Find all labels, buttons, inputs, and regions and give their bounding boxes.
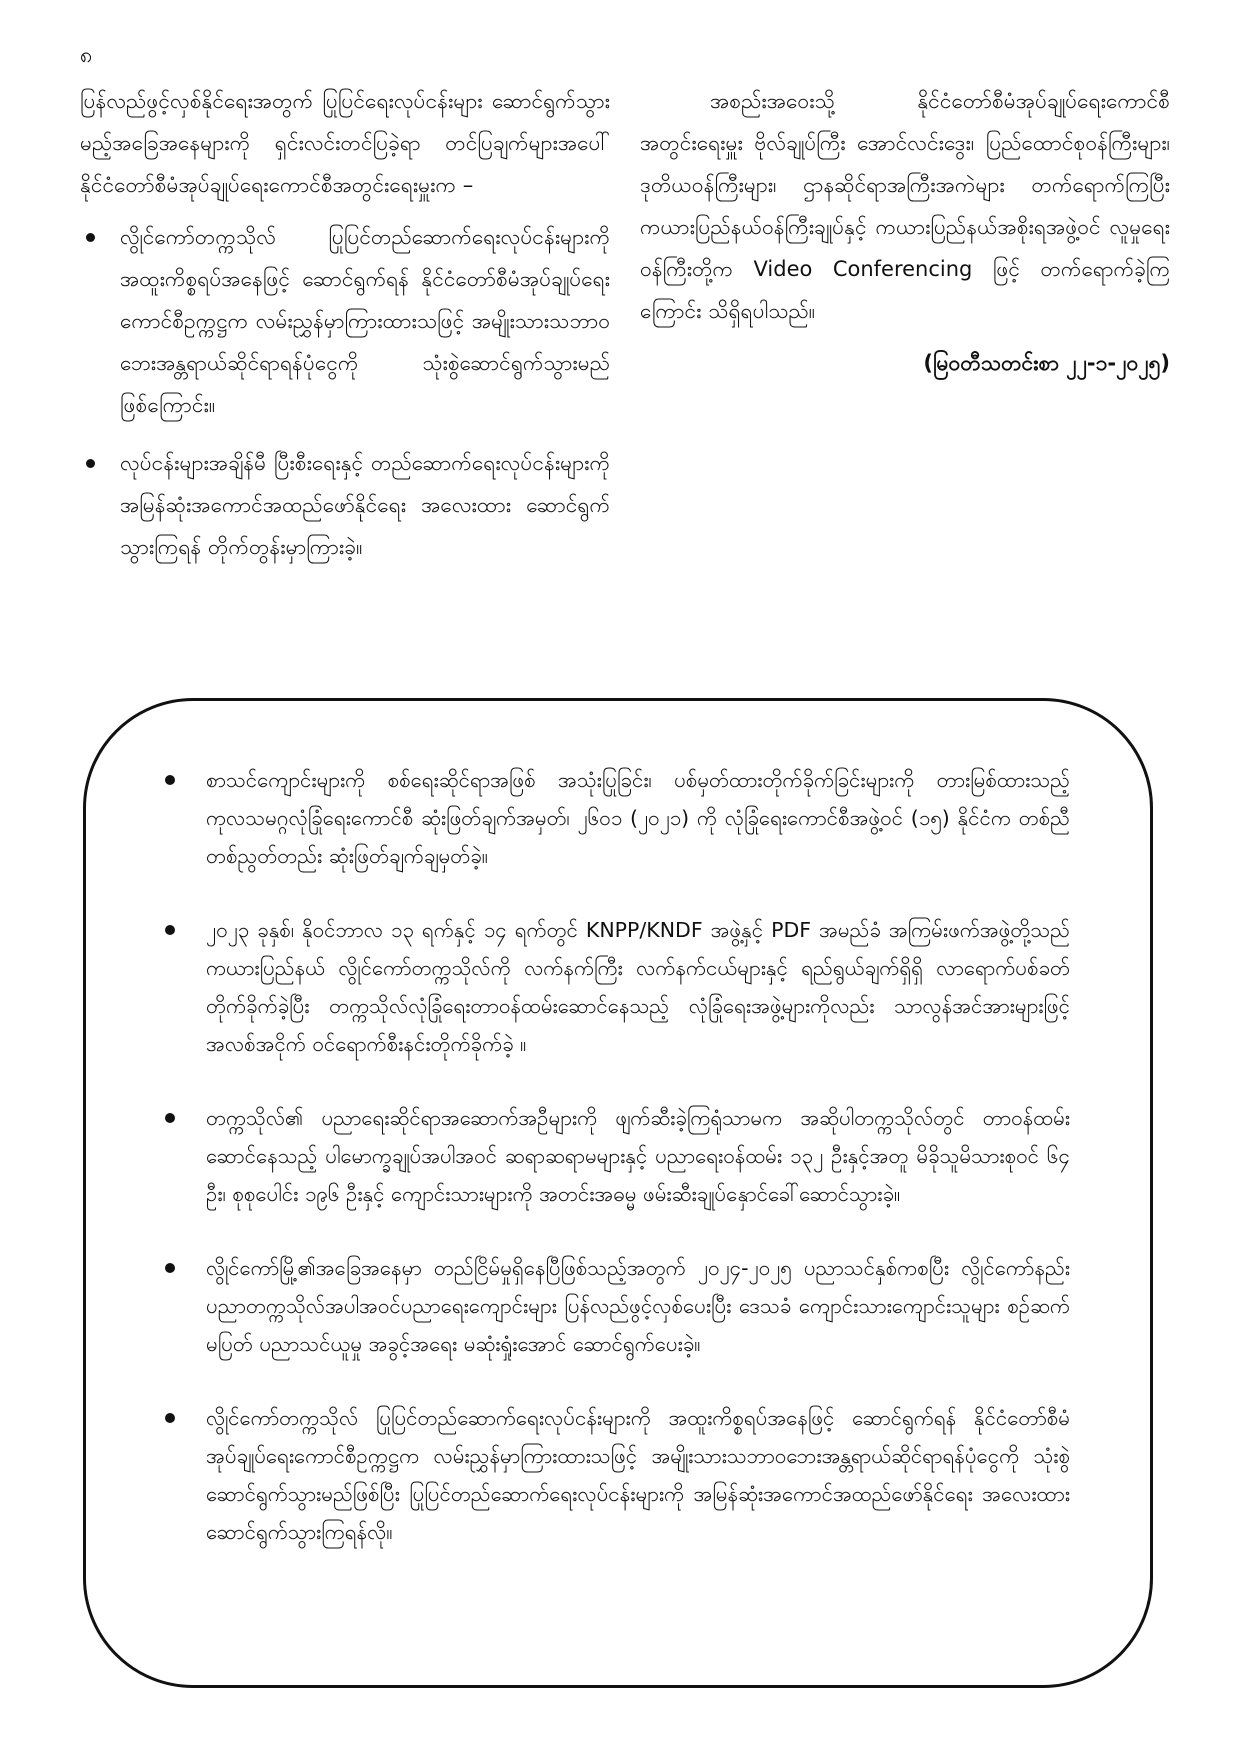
bullet-icon bbox=[86, 459, 95, 468]
page-number: ၈ bbox=[80, 43, 93, 68]
intro-paragraph: ပြန်လည်ဖွင့်လှစ်နိုင်ရေးအတွက် ပြုပြင်ရေးလုပ်ငန်းများ ဆောင်ရွက်သွားမည့်အခြေအနေများကို ရှင်းလင်းတင်ပြခဲ့ရာ တင်ပြချက်များအပေါ် နိုင်ငံတော်စီမံအုပ်ချုပ်ရေးကောင်စီအတွင်းရေးမှူးက – bbox=[80, 89, 610, 197]
summary-list bbox=[86, 701, 1150, 1551]
list-item bbox=[161, 911, 1070, 1063]
list-item bbox=[161, 1099, 1070, 1213]
bullet-icon bbox=[165, 1263, 175, 1273]
bullet-icon bbox=[165, 775, 175, 785]
bullet-icon bbox=[165, 1113, 175, 1123]
list-item-text: လုပ်ငန်းများအချိန်မီ ပြီးစီးရေးနှင့် တည်ဆောက်ရေးလုပ်ငန်းများကို အမြန်ဆုံးအကောင်အထည်ဖော်နိုင်ရေး အလေးထား ဆောင်ရွက်သွားကြရန် တိုက်တွန်းမှာကြားခဲ့။ bbox=[120, 451, 610, 559]
list-item-text: စာသင်ကျောင်းများကို စစ်ရေးဆိုင်ရာအဖြစ် အသုံးပြုခြင်း၊ ပစ်မှတ်ထားတိုက်ခိုက်ခြင်းများကို တားမြစ်ထားသည့် ကုလသမဂ္ဂလုံခြုံရေးကောင်စီ ဆုံးဖြတ်ချက်အမှတ်၊ ၂၆၀၁ (၂၀၂၁) ကို လုံခြုံရေးကောင်စီအဖွဲ့ဝင် (၁၅) နိုင်ငံက တစ်ညီတစ်ညွတ်တည်း ဆုံးဖြတ်ချက်ချမှတ်ခဲ့။ bbox=[206, 768, 1070, 868]
left-column bbox=[80, 80, 610, 584]
attendance-paragraph: အစည်းအဝေးသို့ နိုင်ငံတော်စီမံအုပ်ချုပ်ရေးကောင်စီ အတွင်းရေးမှူး ဗိုလ်ချုပ်ကြီး အောင်လင်းဒွေး၊ ပြည်ထောင်စုဝန်ကြီးများ၊ ဒုတိယဝန်ကြီးများ၊ ဌာနဆိုင်ရာအကြီးအကဲများ တက်ရောက်ကြပြီး ကယားပြည်နယ်ဝန်ကြီးချုပ်နှင့် ကယားပြည်နယ်အစိုးရအဖွဲ့ဝင် လူမှုရေးဝန်ကြီးတို့က Video Conferencing ဖြင့် တက်ရောက်ခဲ့ကြကြောင်း သိရှိရပါသည်။ bbox=[640, 89, 1170, 323]
list-item-text: ၂၀၂၃ ခုနှစ်၊ နိုဝင်ဘာလ ၁၃ ရက်နှင့် ၁၄ ရက်တွင် KNPP/KNDF အဖွဲ့နှင့် PDF အမည်ခံ အကြမ်းဖက်အဖွဲ့တို့သည် ကယားပြည်နယ် လွိုင်ကော်တက္ကသိုလ်ကို လက်နက်ကြီး လက်နက်ငယ်များနှင့် ရည်ရွယ်ချက်ရှိရှိ လာရောက်ပစ်ခတ်တိုက်ခိုက်ခဲ့ပြီး တက္ကသိုလ်လုံခြုံရေးတာဝန်ထမ်းဆောင်နေသည့် လုံခြုံရေးအဖွဲ့များကိုလည်း သာလွန်အင်အားများဖြင့် အလစ်အငိုက် ဝင်ရောက်စီးနင်းတိုက်ခိုက်ခဲ့ ။ bbox=[206, 918, 1070, 1056]
summary-box bbox=[83, 698, 1153, 1688]
right-column bbox=[640, 80, 1170, 384]
list-item bbox=[161, 1249, 1070, 1363]
list-item bbox=[161, 761, 1070, 875]
list-item-text: တက္ကသိုလ်၏ ပညာရေးဆိုင်ရာအဆောက်အဦများကို ဖျက်ဆီးခဲ့ကြရုံသာမက အဆိုပါတက္ကသိုလ်တွင် တာဝန်ထမ်းဆောင်နေသည့် ပါမောက္ခချုပ်အပါအဝင် ဆရာဆရာမများနှင့် ပညာရေးဝန်ထမ်း ၁၃၂ ဦးနှင့်အတူ မိခိုသူမိသားစုဝင် ၆၄ ဦး၊ စုစုပေါင်း ၁၉၆ ဦးနှင့် ကျောင်းသားများကို အတင်းအဓမ္မ ဖမ်းဆီးချုပ်နှောင်ခေါ်ဆောင်သွားခဲ့။ bbox=[206, 1106, 1070, 1206]
source-citation: (မြဝတီသတင်းစာ ၂၂-၁-၂၀၂၅) bbox=[923, 351, 1170, 375]
list-item bbox=[161, 1399, 1070, 1551]
list-item bbox=[80, 216, 610, 426]
bullet-icon bbox=[165, 925, 175, 935]
directive-list bbox=[80, 216, 610, 568]
list-item-text: လွိုင်ကော်တက္ကသိုလ် ပြုပြင်တည်ဆောက်ရေးလုပ်ငန်းများကို အထူးကိစ္စရပ်အနေဖြင့် ဆောင်ရွက်ရန် နိုင်ငံတော်စီမံအုပ်ချုပ်ရေးကောင်စီဥက္ကဋ္ဌက လမ်းညွှန်မှာကြားထားသဖြင့် အမျိုးသားသဘာဝဘေးအန္တရာယ်ဆိုင်ရာရန်ပုံငွေကို သုံးစွဲဆောင်ရွက်သွားမည်ဖြစ်ပြီး ပြုပြင်တည်ဆောက်ရေးလုပ်ငန်းများကို အမြန်ဆုံးအကောင်အထည်ဖော်နိုင်ရေး အလေးထားဆောင်ရွက်သွားကြရန်လို။ bbox=[206, 1406, 1070, 1544]
list-item-text: လွိုင်ကော်တက္ကသိုလ် ပြုပြင်တည်ဆောက်ရေးလုပ်ငန်းများကို အထူးကိစ္စရပ်အနေဖြင့် ဆောင်ရွက်ရန် နိုင်ငံတော်စီမံအုပ်ချုပ်ရေးကောင်စီဥက္ကဋ္ဌက လမ်းညွှန်မှာကြားထားသဖြင့် အမျိုးသားသဘာဝဘေးအန္တရာယ်ဆိုင်ရာရန်ပုံငွေကို သုံးစွဲဆောင်ရွက်သွားမည်ဖြစ်ကြောင်း။ bbox=[120, 225, 610, 417]
list-item-text: လွိုင်ကော်မြို့၏အခြေအနေမှာ တည်ငြိမ်မှုရှိနေပြီဖြစ်သည့်အတွက် ၂၀၂၄-၂၀၂၅ ပညာသင်နှစ်ကစပြီး လွိုင်ကော်နည်းပညာတက္ကသိုလ်အပါအဝင်ပညာရေးကျောင်းများ ပြန်လည်ဖွင့်လှစ်ပေးပြီး ဒေသခံ ကျောင်းသားကျောင်းသူများ စဉ်ဆက်မပြတ် ပညာသင်ယူမှု အခွင့်အရေး မဆုံးရှုံးအောင် ဆောင်ရွက်ပေးခဲ့။ bbox=[206, 1256, 1070, 1356]
bullet-icon bbox=[165, 1413, 175, 1423]
bullet-icon bbox=[86, 233, 95, 242]
list-item bbox=[80, 442, 610, 568]
